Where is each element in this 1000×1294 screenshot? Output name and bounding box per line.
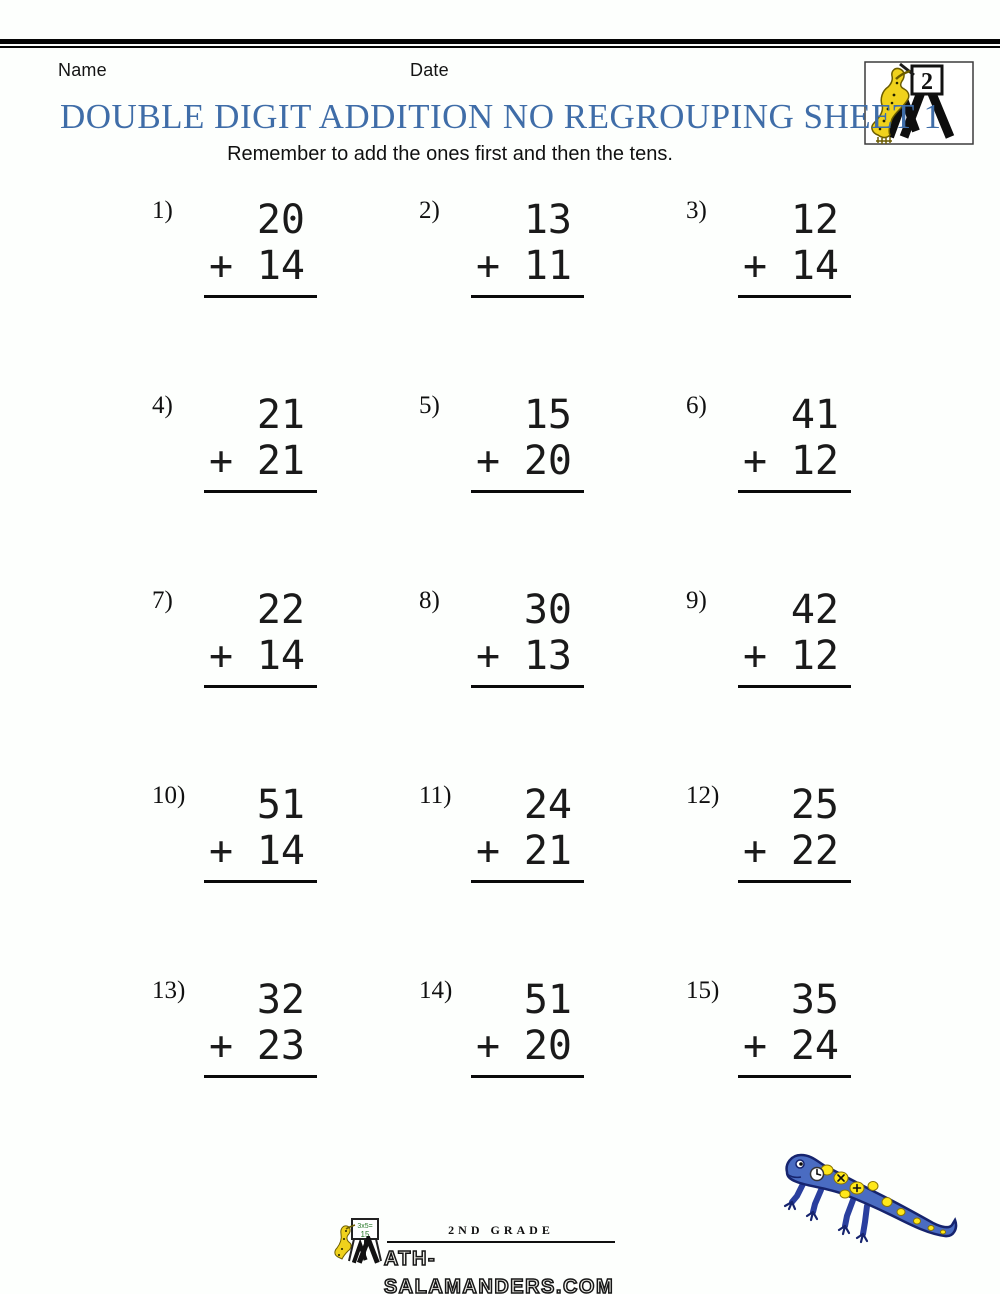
bottom-addend: 24: [790, 1023, 839, 1069]
problem-number: 8): [419, 587, 440, 614]
problem-body: [738, 587, 851, 688]
bottom-row: [471, 243, 584, 289]
answer-line: [471, 880, 584, 883]
mascot-pupil: [799, 1162, 803, 1166]
answer-line: [204, 490, 317, 493]
plus-operator: +: [209, 438, 234, 484]
addition-problem: [152, 392, 317, 493]
bottom-addend: 14: [256, 243, 305, 289]
bottom-row: [738, 1023, 851, 1069]
problem-number: 3): [686, 197, 707, 224]
grade-number: 2: [921, 69, 933, 95]
problem-body: [471, 977, 584, 1078]
problems-grid: [152, 197, 851, 1078]
bottom-row: [738, 828, 851, 874]
mascot-toes: [785, 1202, 867, 1242]
top-addend: 35: [790, 977, 839, 1023]
answer-line: [471, 685, 584, 688]
name-label: Name: [58, 60, 107, 80]
problem-body: [204, 392, 317, 493]
answer-line: [204, 685, 317, 688]
top-addend: 24: [523, 782, 572, 828]
problem-number: 11): [419, 782, 452, 809]
bottom-addend: 21: [523, 828, 572, 874]
bottom-row: [204, 828, 317, 874]
problem-body: [204, 977, 317, 1078]
bottom-addend: 14: [790, 243, 839, 289]
plus-operator: +: [209, 1023, 234, 1069]
plus-operator: +: [209, 243, 234, 289]
problem-number: 6): [686, 392, 707, 419]
top-addend: 30: [523, 587, 572, 633]
plus-operator: +: [476, 243, 501, 289]
top-addend: 32: [256, 977, 305, 1023]
answer-line: [471, 490, 584, 493]
site-text: ATH-SALAMANDERS.COM: [383, 1248, 615, 1294]
addition-problem: [419, 782, 584, 883]
answer-line: [738, 295, 851, 298]
addition-problem: [152, 197, 317, 298]
top-addend: 15: [523, 392, 572, 438]
page-title: DOUBLE DIGIT ADDITION NO REGROUPING SHEET 1: [60, 97, 942, 136]
bottom-addend: 14: [256, 828, 305, 874]
easel-text-line2: 15: [360, 1230, 370, 1239]
bottom-row: [471, 633, 584, 679]
problem-number: 4): [152, 392, 173, 419]
addition-problem: [419, 977, 584, 1078]
problem-body: [738, 392, 851, 493]
plus-operator: +: [743, 243, 768, 289]
top-addend: 41: [790, 392, 839, 438]
addition-problem: [686, 392, 851, 493]
answer-line: [471, 1075, 584, 1078]
answer-line: [738, 490, 851, 493]
bottom-row: [204, 633, 317, 679]
plus-operator: +: [743, 828, 768, 874]
plus-operator: +: [743, 1023, 768, 1069]
problem-body: [204, 782, 317, 883]
answer-line: [204, 880, 317, 883]
answer-line: [738, 880, 851, 883]
grade-text: 2ND GRADE: [387, 1223, 615, 1243]
problem-number: 14): [419, 977, 453, 1004]
bottom-row: [204, 243, 317, 289]
answer-line: [204, 295, 317, 298]
problem-number: 13): [152, 977, 186, 1004]
problem-number: 1): [152, 197, 173, 224]
top-addend: 13: [523, 197, 572, 243]
answer-line: [204, 1075, 317, 1078]
logo-m-icon: [352, 1236, 383, 1265]
top-addend: 51: [523, 977, 572, 1023]
addition-problem: [419, 197, 584, 298]
bottom-row: [738, 243, 851, 289]
problem-number: 5): [419, 392, 440, 419]
top-addend: 20: [256, 197, 305, 243]
bottom-row: [204, 1023, 317, 1069]
bottom-addend: 20: [523, 438, 572, 484]
top-addend: 12: [790, 197, 839, 243]
top-addend: 51: [256, 782, 305, 828]
addition-problem: [686, 977, 851, 1078]
problem-body: [471, 782, 584, 883]
plus-operator: +: [209, 633, 234, 679]
top-addend: 42: [790, 587, 839, 633]
addition-problem: [419, 587, 584, 688]
addition-problem: [419, 392, 584, 493]
addition-problem: [152, 587, 317, 688]
footer-logo: [330, 1215, 640, 1294]
answer-line: [471, 295, 584, 298]
bottom-addend: 12: [790, 438, 839, 484]
bottom-addend: 13: [523, 633, 572, 679]
top-addend: 22: [256, 587, 305, 633]
top-border-thin: [0, 46, 1000, 48]
blue-salamander-mascot: [783, 1146, 961, 1250]
bottom-addend: 12: [790, 633, 839, 679]
answer-line: [738, 1075, 851, 1078]
bottom-row: [738, 438, 851, 484]
plus-operator: +: [209, 828, 234, 874]
bottom-row: [471, 828, 584, 874]
top-addend: 25: [790, 782, 839, 828]
problem-number: 15): [686, 977, 720, 1004]
problem-body: [471, 587, 584, 688]
bottom-row: [204, 438, 317, 484]
addition-problem: [152, 977, 317, 1078]
top-border-thick: [0, 39, 1000, 44]
date-label: Date: [410, 60, 449, 80]
addition-problem: [686, 197, 851, 298]
bottom-addend: 23: [256, 1023, 305, 1069]
plus-operator: +: [743, 438, 768, 484]
problem-number: 9): [686, 587, 707, 614]
problem-body: [738, 197, 851, 298]
problem-number: 10): [152, 782, 186, 809]
bottom-row: [471, 1023, 584, 1069]
bottom-row: [738, 633, 851, 679]
addition-problem: [686, 782, 851, 883]
problem-number: 7): [152, 587, 173, 614]
problem-number: 12): [686, 782, 720, 809]
bottom-addend: 14: [256, 633, 305, 679]
plus-operator: +: [743, 633, 768, 679]
plus-operator: +: [476, 438, 501, 484]
addition-problem: [686, 587, 851, 688]
bottom-addend: 21: [256, 438, 305, 484]
instructions: Remember to add the ones first and then the tens.: [227, 143, 673, 165]
plus-operator: +: [476, 633, 501, 679]
addition-problem: [152, 782, 317, 883]
problem-body: [204, 197, 317, 298]
plus-operator: +: [476, 1023, 501, 1069]
problem-body: [471, 197, 584, 298]
problem-body: [738, 782, 851, 883]
problem-number: 2): [419, 197, 440, 224]
top-addend: 21: [256, 392, 305, 438]
problem-body: [471, 392, 584, 493]
bottom-addend: 20: [523, 1023, 572, 1069]
yellow-salamander-icon: [335, 1226, 351, 1259]
mascot-body: [787, 1155, 956, 1236]
problem-body: [738, 977, 851, 1078]
bottom-row: [471, 438, 584, 484]
plus-operator: +: [476, 828, 501, 874]
easel-text-line1: 3x5=: [357, 1223, 373, 1230]
site-name: [352, 1236, 640, 1294]
problem-body: [204, 587, 317, 688]
bottom-addend: 11: [523, 243, 572, 289]
answer-line: [738, 685, 851, 688]
bottom-addend: 22: [790, 828, 839, 874]
